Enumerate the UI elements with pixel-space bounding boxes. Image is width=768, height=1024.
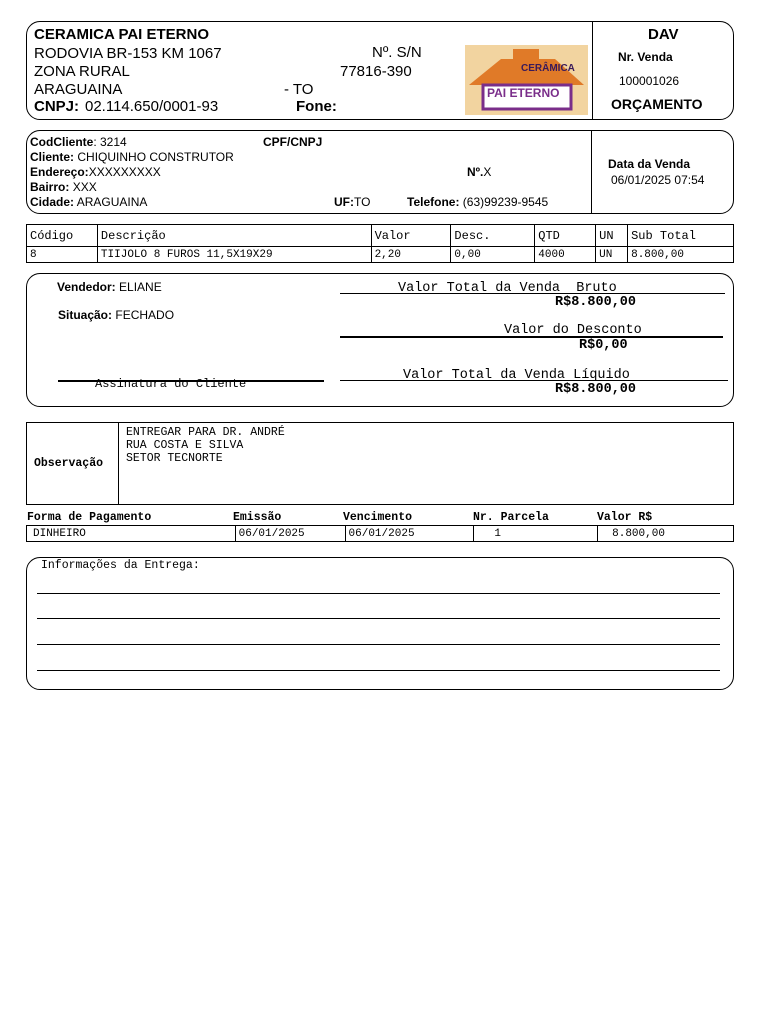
table-row — [27, 247, 734, 263]
telefone-value: (63)99239-9545 — [462, 195, 549, 209]
liquido-label: Valor Total da Venda Líquido — [403, 368, 630, 383]
payment-table — [26, 525, 734, 542]
company-zone: ZONA RURAL — [34, 63, 130, 80]
numero-value: X — [483, 165, 492, 179]
endereco-label: Endereço: — [30, 165, 89, 179]
items-header-cell: Sub Total — [628, 225, 734, 247]
endereco — [30, 165, 161, 179]
payment-header-emissao: Emissão — [233, 511, 282, 524]
items-header-cell: QTD — [535, 225, 596, 247]
situacao — [58, 308, 174, 322]
desconto-value: R$0,00 — [579, 338, 628, 353]
nr-venda-value: 100001026 — [619, 74, 680, 88]
logo-graphic — [465, 45, 588, 115]
vendedor — [57, 280, 162, 294]
numero — [467, 165, 491, 179]
codcliente — [30, 135, 127, 149]
bairro-label: Bairro: — [30, 180, 70, 194]
uf-value: TO — [354, 195, 371, 209]
item-subtotal: 8.800,00 — [628, 247, 734, 263]
cidade — [30, 195, 147, 209]
cnpj-label: CNPJ: — [34, 98, 80, 115]
vendedor-value: ELIANE — [119, 280, 162, 294]
item-un: UN — [596, 247, 628, 263]
cidade-label: Cidade: — [30, 195, 75, 209]
fone-label: Fone: — [296, 98, 337, 115]
endereco-value: XXXXXXXXX — [88, 165, 161, 179]
client-divider — [591, 130, 592, 214]
cliente-value: CHIQUINHO CONSTRUTOR — [77, 150, 234, 164]
entrega-line-4 — [37, 670, 720, 671]
bairro-value: XXX — [72, 180, 97, 194]
cpf-label: CPF/CNPJ — [263, 135, 323, 149]
company-logo — [465, 45, 588, 115]
item-codigo: 8 — [27, 247, 98, 263]
company-cep: 77816-390 — [340, 63, 412, 80]
cnpj-value: 02.114.650/0001-93 — [85, 98, 219, 115]
bruto-line — [340, 293, 725, 294]
item-descricao: TIIJOLO 8 FUROS 11,5X19X29 — [97, 247, 371, 263]
items-header-row — [27, 225, 734, 247]
bruto-label: Valor Total da Venda Bruto — [398, 281, 617, 296]
signature-label: Assinatura do Cliente — [95, 377, 247, 391]
observacao-divider — [118, 422, 119, 505]
numero-label: Nº. — [467, 165, 484, 179]
items-header-cell: Código — [27, 225, 98, 247]
payment-header-valor: Valor R$ — [597, 511, 653, 524]
entrega-line-1 — [37, 593, 720, 594]
desconto-label: Valor do Desconto — [504, 323, 642, 338]
situacao-label: Situação: — [58, 308, 113, 322]
cidade-value: ARAGUAINA — [76, 195, 148, 209]
dav-title: DAV — [648, 26, 679, 43]
company-city: ARAGUAINA — [34, 81, 123, 98]
payment-vencimento: 06/01/2025 — [345, 526, 474, 542]
codcliente-label: CodCliente — [30, 135, 94, 149]
payment-header-forma: Forma de Pagamento — [27, 511, 152, 524]
payment-header-vencimento: Vencimento — [343, 511, 413, 524]
entrega-line-3 — [37, 644, 720, 645]
header-divider — [592, 21, 593, 120]
logo-text-bottom: PAI ETERNO — [487, 86, 560, 100]
observacao-line-3: SETOR TECNORTE — [126, 452, 223, 465]
company-state: - TO — [284, 81, 314, 98]
observacao-line-1: ENTREGAR PARA DR. ANDRÉ — [126, 426, 285, 439]
item-qtd: 4000 — [535, 247, 596, 263]
situacao-value: FECHADO — [115, 308, 175, 322]
codcliente-value: : 3214 — [93, 135, 127, 149]
items-header-cell: Desc. — [451, 225, 535, 247]
data-venda-value: 06/01/2025 07:54 — [611, 173, 705, 187]
bairro — [30, 180, 97, 194]
cliente — [30, 150, 234, 164]
nr-venda-label: Nr. Venda — [618, 50, 673, 64]
vendedor-label: Vendedor: — [57, 280, 116, 294]
cliente-label: Cliente: — [30, 150, 75, 164]
entrega-line-2 — [37, 618, 720, 619]
telefone-label: Telefone: — [407, 195, 460, 209]
table-row — [27, 526, 734, 542]
items-header-cell: Valor — [371, 225, 451, 247]
telefone — [407, 195, 548, 209]
item-valor: 2,20 — [371, 247, 451, 263]
liquido-line — [340, 380, 728, 381]
entrega-label: Informações da Entrega: — [41, 559, 200, 572]
payment-parcela: 1 — [474, 526, 598, 542]
payment-valor: 8.800,00 — [598, 526, 734, 542]
observacao-label: Observação — [34, 457, 104, 470]
data-venda-label: Data da Venda — [608, 157, 691, 171]
company-number: Nº. S/N — [372, 44, 422, 61]
payment-header-parcela: Nr. Parcela — [473, 511, 549, 524]
liquido-value: R$8.800,00 — [555, 382, 637, 397]
uf-label: UF: — [334, 195, 354, 209]
bruto-value: R$8.800,00 — [555, 295, 637, 310]
item-desc: 0,00 — [451, 247, 535, 263]
payment-forma: DINHEIRO — [27, 526, 236, 542]
dav-type: ORÇAMENTO — [611, 96, 703, 112]
company-address: RODOVIA BR-153 KM 1067 — [34, 45, 222, 62]
logo-text-top: CERÂMICA — [521, 63, 575, 74]
items-header-cell: Descrição — [97, 225, 371, 247]
payment-emissao: 06/01/2025 — [235, 526, 345, 542]
desconto-line — [340, 336, 723, 338]
observacao-line-2: RUA COSTA E SILVA — [126, 439, 244, 452]
items-table — [26, 224, 734, 263]
uf — [334, 195, 370, 209]
company-name: CERAMICA PAI ETERNO — [34, 26, 210, 43]
items-header-cell: UN — [596, 225, 628, 247]
